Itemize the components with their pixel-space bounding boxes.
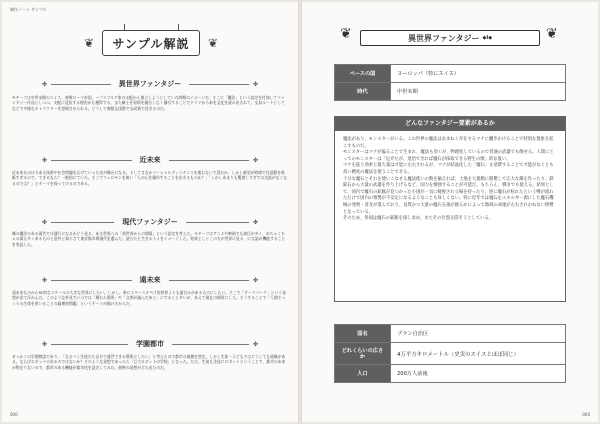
section-body: モチーフは中世末期のスイス。神聖ローマ帝国、ハプスブルク家の支配から独立しようとしていた時期のイメージだ。そこに「魔法」という設定を付加してファンタジー作品としつつ、支配に反抗する理由がも獲得する。また騎士を原料を融合し広く描写することでドラマから本を文化を読み出されて、交易ルートとしてなどで多様なキャラクターを登場させられる。どうして複数な国際でも同質で活きるのだ。: [12, 95, 285, 111]
table-row: [335, 343, 566, 365]
box-paragraph: そのため、各国は魔石の鉱脈を探し求め、またその位置を隠そうとしている。: [343, 216, 494, 222]
section-body: 遠未来ものからSF的なスケールの大きな世界にしたい。しかし、単にスペースオペラ的世界よりも面白みがあるものにしたい。そこで「テーマパーク」という発想が出て浮かんだ。このような外見でいつでは「壊れた場所」や「文明が滅んだあと」にするとと多いが、あえて現在の場所にした。そうすることで「人間そっくりの生命を用いることの倫理的問題」というテーマが描けるからだ。: [12, 290, 286, 306]
left-page: [2, 2, 298, 422]
page-title: サンプル解説: [102, 30, 200, 56]
section-body: 近未来ものは今ある技術や社会問題を広げていった先が舞台になる。そしてさなかソーシャルディスタンスを使わないで済むか、しかし新型が時間で任意静を県紙すぎるので、できるなら？一般的にていた。そこでフェロモンを使い「人の心を操作することを出きるものか？」「しかしあまりも驚感しすぎでは交流がなくなるのでは？」とテーマを探ってけるのである。: [12, 170, 288, 186]
table-row: [335, 65, 566, 83]
table-row: [335, 83, 566, 101]
page-number: 000: [10, 412, 18, 417]
ornament-icon: ✤: [42, 218, 48, 226]
section-heading: ✤ 遠未来 ✤: [42, 276, 258, 284]
section-body: 舞の魔法のある現代では通行になるかどう見る。ある世界への「異世界からの開幕」という設定を考えた。モチーフはアニメや映画でも演目が多く、めちゃくちゃの楽も多くあるものと意外と知らさて東京都市場現代を選んだ。読むたと生きる人々をイメージした。結果としとこの方が世界に見る、に言語が機能することを実証した。: [12, 231, 286, 247]
section-heading: ✤ 現代ファンタジー ✤: [42, 218, 258, 226]
ornament-icon: ✤: [252, 80, 258, 88]
ornament-icon: ✤: [252, 340, 258, 348]
flourish-left-icon: ❦: [340, 26, 352, 42]
box-title: どんなファンタジー要素があるか: [335, 117, 565, 131]
table-value: 中世末期: [391, 83, 566, 101]
page-number: 000: [582, 412, 590, 417]
flourish-right-icon: ❦: [207, 36, 218, 50]
ornament-icon: ✤: [252, 156, 258, 164]
ornament-icon: ✤: [42, 156, 48, 164]
flourish-right-icon: ❦: [546, 26, 558, 42]
ornament-icon: ✤: [252, 218, 258, 226]
table-value: ヨーロッパ（特にスイス）: [391, 65, 566, 83]
right-page: [302, 2, 598, 422]
table-key: ベースの国: [335, 65, 391, 83]
ornament-icon: ✤: [42, 276, 48, 284]
ornament-icon: ✤: [252, 276, 258, 284]
table-row: [335, 365, 566, 383]
title-plaque: [84, 24, 218, 64]
table-row: [335, 325, 566, 343]
box-paragraph: 魔法があり、モンスターがいる。この世界の魔法はあまねく存在するマナに働きかけることで特別な現象を起こすものだ。: [343, 137, 554, 149]
base-info-table: [334, 64, 566, 101]
table-value: 200万人前後: [391, 365, 566, 383]
table-value: プラン自治区: [391, 325, 566, 343]
section-heading: ✤ 近未来 ✤: [42, 156, 258, 164]
page-header: 異世界ファンタジー ◆Ⅰ◆: [360, 30, 540, 46]
header-mark: ◆Ⅰ◆: [482, 35, 493, 41]
flourish-left-icon: ❦: [84, 36, 95, 50]
section-heading: ✤ 学園都市 ✤: [42, 340, 258, 348]
section-heading: ✤ 異世界ファンタジー ✤: [42, 80, 258, 88]
country-info-table: [334, 324, 566, 383]
section-body: せっかくの学園物語であり、「なるべく生徒たち自分で運営できる場所にしたい」と考えたので都市の規模を想定。しかし生徒一子どもではどうしても経験がある。ならばロボットのあるのではないか？そのような発想であったら「巨大ロボットの学校」となった。ただ、生徒も生徒にロボットということで、都市の未来が物足りないので、都市のある機能が都市化を設定してみた。曲物の発想が立ち出たのだ。: [12, 354, 286, 370]
table-key: 国名: [335, 325, 391, 343]
box-paragraph: マナを扱う効率と最大量は才能に左右されるが、マナが結晶化した「魔石」を消費することで才能がなくとも高い精度の魔法を使うことできる。: [343, 163, 554, 175]
table-value: 4万平方キロメートル（史実のスイスとほぼ同じ）: [391, 343, 566, 365]
box-body: [335, 131, 565, 229]
table-key: どれくらいの広さか: [335, 343, 391, 365]
box-paragraph: モンスターはマナが偏ることで生まれ、魔法も効くが、物理化しているので普通の武器でも倒せる。人間にとってのモンスターは「厄介だが、退治できれば魔石が採取できる野生の獣」的な扱い。: [343, 150, 554, 162]
table-key: 時代: [335, 83, 391, 101]
ornament-icon: ✤: [42, 80, 48, 88]
fantasy-elements-box: [334, 116, 566, 302]
running-header: 制作ノート サンプル: [10, 7, 47, 12]
ornament-icon: ✤: [42, 340, 48, 348]
box-paragraph: 十分な魔石とそれを使いこなせる魔法使いの数を揃えれば、土地を大規模に開墾して広大な畑を作ったり、鉄鉱石から大量の武器を作り上げるなど、国力を増強することが可能だ。もちろん、戦争でも使える。結果として、国内で魔石の鉱脈が見つかった小国が一気に軽視され立場を持ったり、逆に魔石が枯れたという噂が流れただけで国内の情勢が不安定になるようなことも珍しくない。特に近年では魔石をエネルギー源にした魔石機械の発明・普及が進んでおり、良質かつ大量の魔石を誰が握るかによって地域の命運が左右されかねない情勢となっている。: [343, 176, 554, 215]
table-key: 人口: [335, 365, 391, 383]
